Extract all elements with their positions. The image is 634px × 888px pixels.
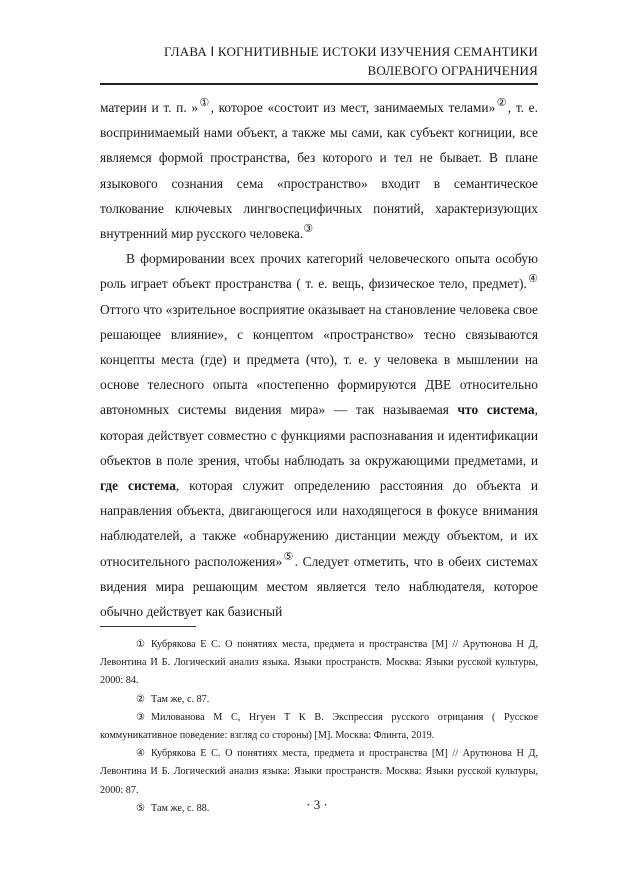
footnote-text: Там же, с. 88. — [150, 802, 210, 814]
p1-text-2: , которое «состоит из мест, занимаемых телами» — [210, 100, 496, 115]
footnote-4 — [100, 745, 538, 800]
p2-text-3: , которая действует совместно с функциями распознавания и идентификации объектов в поле зрения, чтобы наблюдать за окружающими предметами, и — [100, 402, 538, 468]
footnote-text: Милованова М С, Нгуен Т К В. Экспрессия русского отрицания ( Русское коммуникативное поведение: взгляд со стороны) [М]. Москва: Флинта, 2019. — [100, 711, 538, 742]
footnote-number: ② — [136, 693, 145, 705]
p2-text-2: Оттого что «зрительное восприятие оказывает на становление человека свое решающее влияние», с концептом «пространство» тесно связываются концепты места (где) и предмета (что), т. е. у человека в мышлении на основе телесного опыта «постепенно формируются ДВЕ относительно автономных системы видения мира» — так называемая — [100, 301, 538, 418]
paragraph-1 — [100, 95, 538, 246]
footnote-text: Там же, с. 87. — [150, 693, 210, 705]
footnote-ref-2[interactable]: ② — [495, 97, 508, 109]
footnote-ref-4[interactable]: ④ — [526, 273, 538, 286]
footnote-ref-1[interactable]: ① — [198, 97, 211, 109]
footnote-text: Кубрякова Е С. О понятиях места, предмета и пространства [М] // Арутюнова Н Д, Левонтина И Б. Логический анализ языка: Языки пространств. Москва: Языки русской культуры, 2000: 87. — [100, 748, 538, 796]
header-chapter-subtitle: ВОЛЕВОГО ОГРАНИЧЕНИЯ — [367, 63, 538, 78]
footnote-number: ⑤ — [136, 802, 145, 814]
p2-text-4: , которая служит определению расстояния до объекта и направления объекта, двигающегося или находящегося в фокусе внимания наблюдателей, а также «обнаружению дистанции между объектом, и их относительного расположения» — [100, 478, 538, 569]
p2-text-1: В формировании всех прочих категорий человеческого опыта особую роль играет объект пространства ( т. е. вещь, физическое тело, предмет). — [100, 251, 538, 292]
footnote-text: Кубрякова Е С. О понятиях места, предмета и пространства [М] // Арутюнова Н Д, Левонтина И Б. Логический анализ языка. Языки пространств. Москва: Языки русской культуры, 2000: 84. — [100, 639, 538, 687]
footnote-ref-3[interactable]: ③ — [303, 223, 314, 236]
footnote-1 — [100, 636, 538, 691]
main-text — [100, 95, 538, 624]
footnote-2 — [100, 691, 538, 709]
p2-text-5: . Следует отметить, что в обеих системах видения мира решающим местом является тело наблюдателя, которое обычно действует как базисный — [100, 553, 538, 620]
footnote-divider — [100, 626, 196, 627]
footnote-number: ④ — [136, 748, 145, 760]
page-number: · 3 · — [306, 797, 328, 812]
header-divider — [100, 83, 538, 85]
footnote-number: ① — [136, 639, 145, 650]
header-chapter-title: ГЛАВА Ⅰ КОГНИТИВНЫЕ ИСТОКИ ИЗУЧЕНИЯ СЕМАНТИКИ — [164, 44, 538, 59]
footnote-number: ③ — [136, 711, 145, 723]
running-header — [100, 42, 538, 80]
bold-term-where-system: где система — [100, 478, 176, 494]
footnotes — [100, 636, 538, 818]
p1-text-3: , т. е. воспринимаемый нами объект, а также мы сами, как субъект когниции, все являемся формой пространства, без которого и тел не бывает. В плане языкового сознания сема «пространство» входит в семантическое толкование ключевых лингвоспецифичных понятий, характеризующих внутренний мир русского человека. — [100, 100, 538, 242]
paragraph-2 — [100, 246, 538, 624]
footnote-3 — [100, 709, 538, 745]
bold-term-what-system: что система — [457, 402, 535, 418]
footnote-ref-5[interactable]: ⑤ — [282, 550, 295, 563]
p1-text-1: материи и т. п. » — [100, 100, 199, 115]
